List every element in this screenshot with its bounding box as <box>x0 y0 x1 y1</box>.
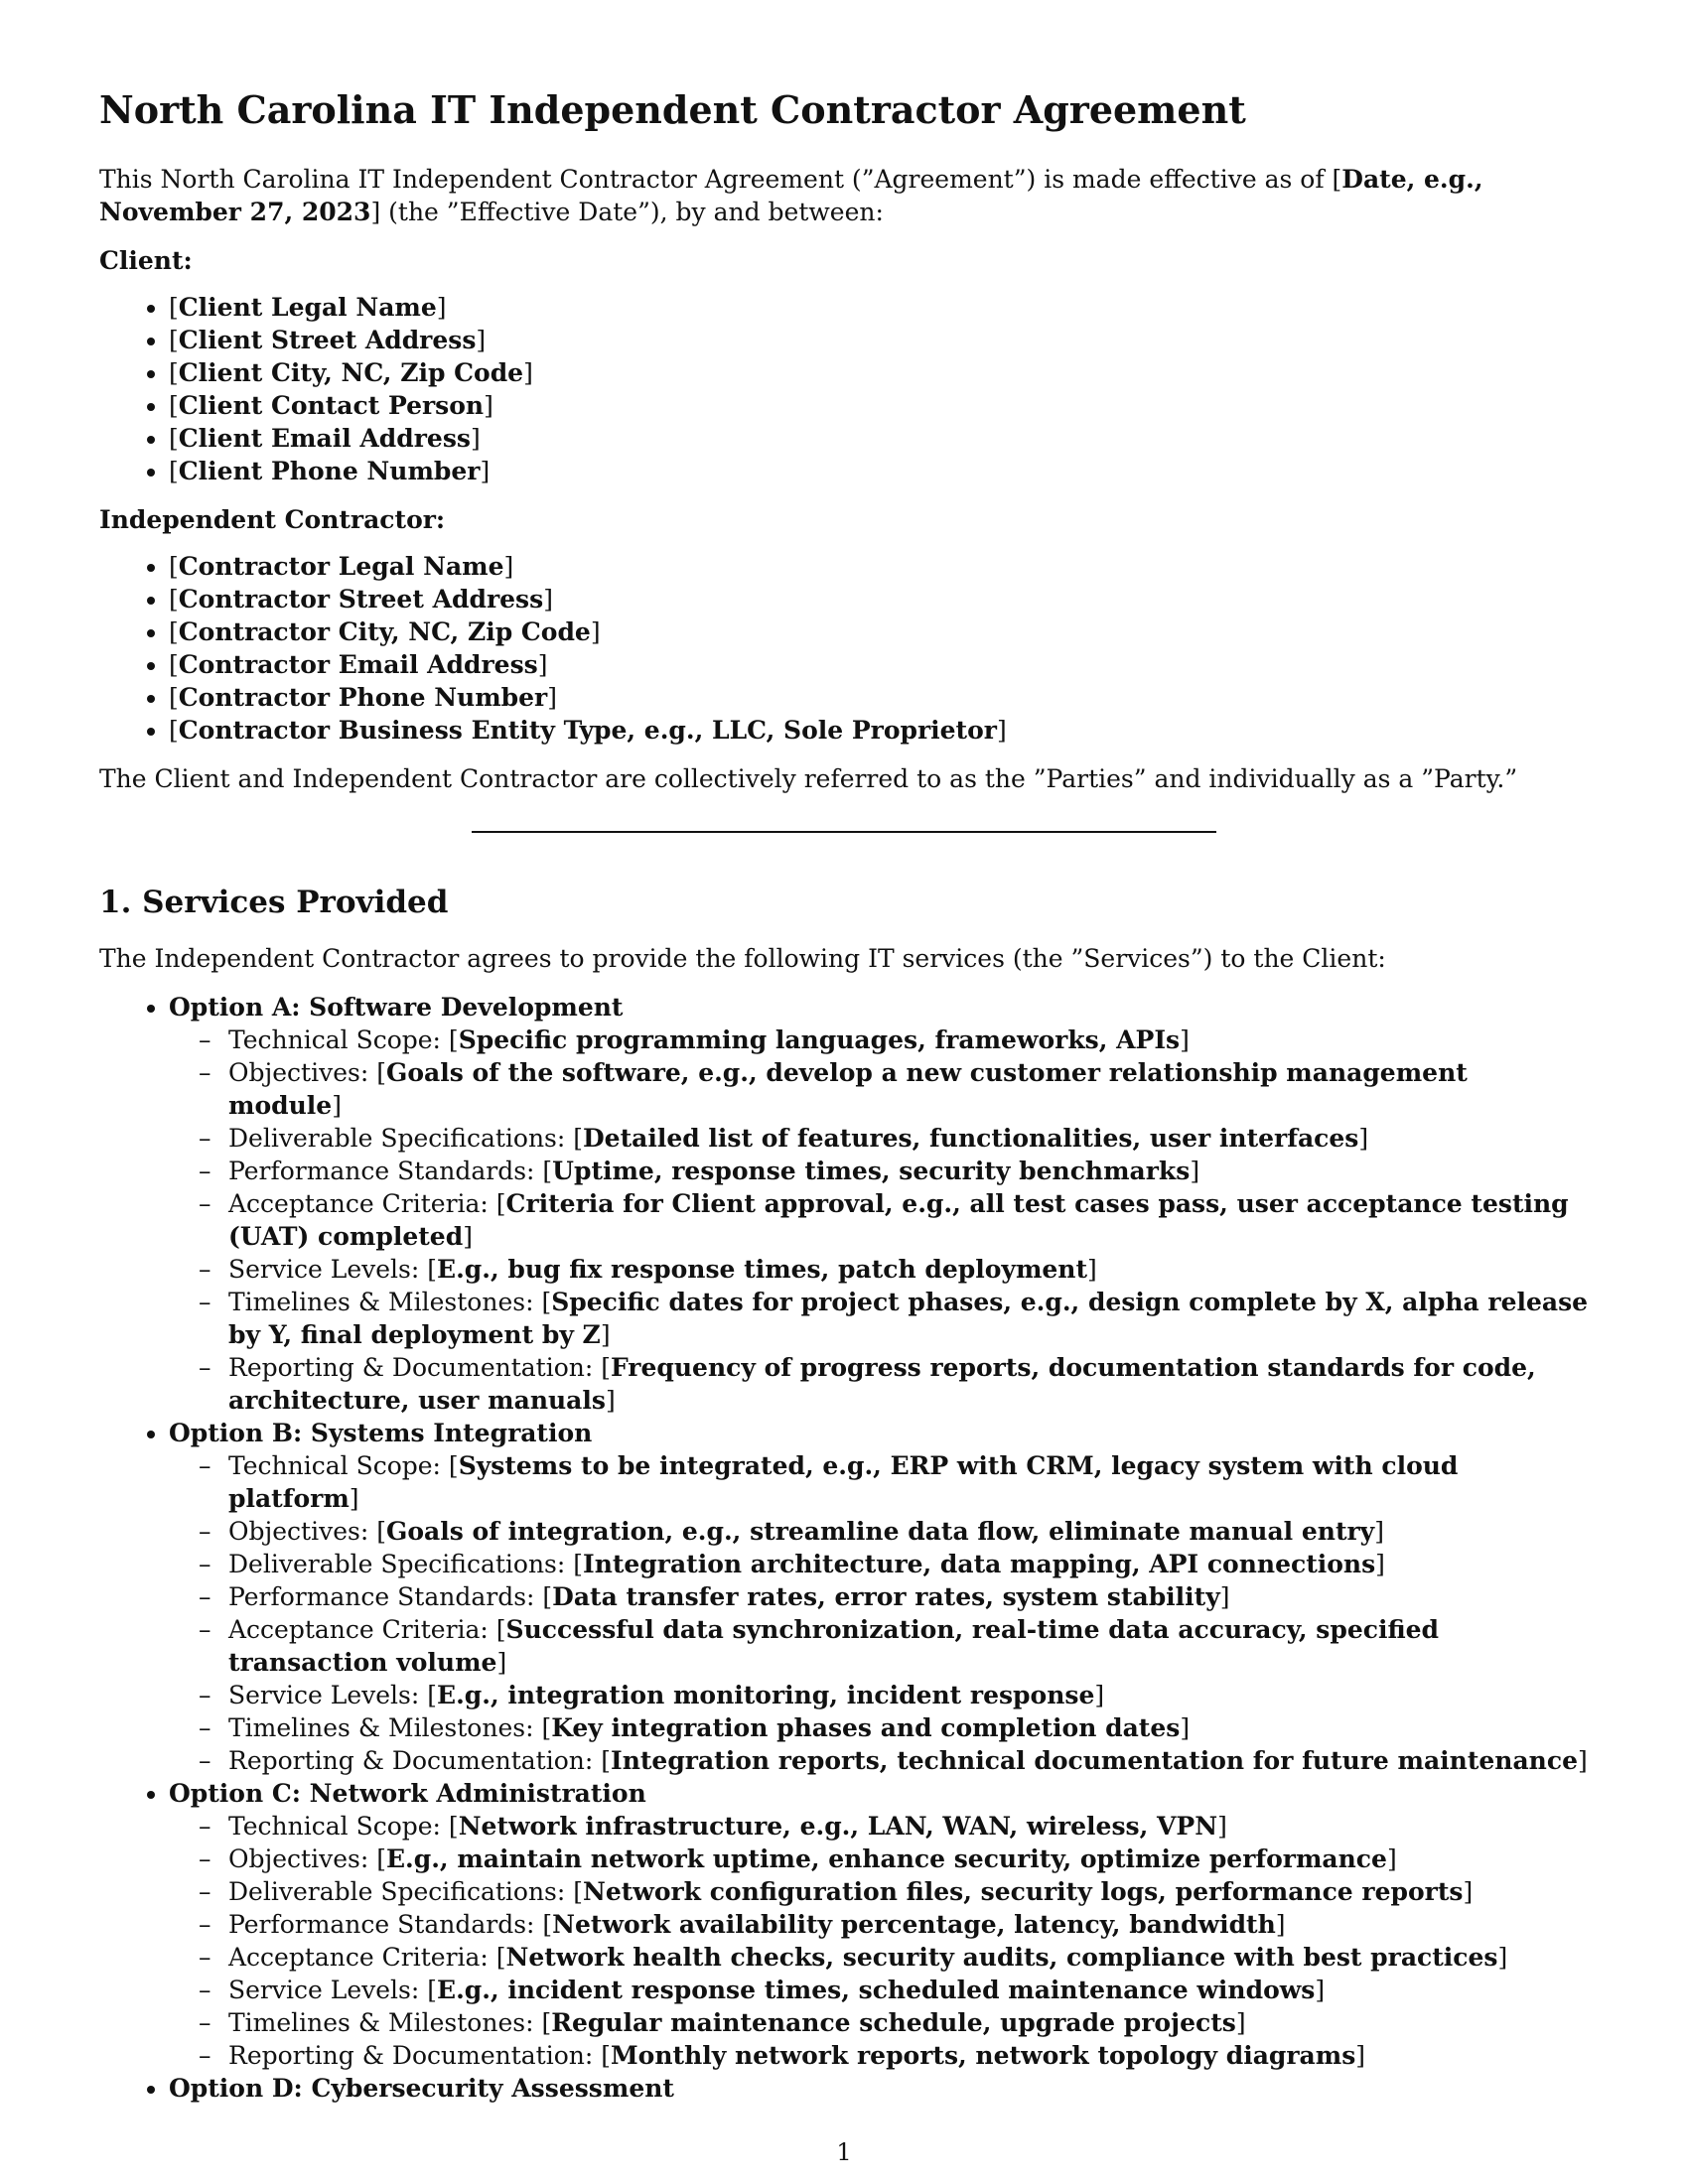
service-detail-item: – Acceptance Criteria: [Successful data synchronization, real-time data accuracy, specified transaction volume] <box>169 1613 1589 1679</box>
service-detail-value: E.g., maintain network uptime, enhance security, optimize performance <box>385 1843 1387 1873</box>
service-detail-value: Network configuration files, security logs, performance reports <box>583 1876 1464 1906</box>
service-detail-label: Timelines & Milestones: <box>228 1712 534 1742</box>
service-detail-item: – Performance Standards: [Network availability percentage, latency, bandwidth] <box>169 1908 1589 1941</box>
client-item: • [Client Legal Name] <box>169 291 1589 324</box>
service-detail-value: Key integration phases and completion dates <box>551 1712 1181 1742</box>
contractor-item-text: Contractor Business Entity Type, e.g., LLC, Sole Proprietor <box>178 715 997 745</box>
service-detail-value: Uptime, response times, security benchmarks <box>552 1156 1191 1185</box>
intro-date: Date, e.g., November 27, 2023 <box>99 164 1483 226</box>
service-detail-value: Regular maintenance schedule, upgrade projects <box>551 2007 1236 2037</box>
contractor-item-text: Contractor City, NC, Zip Code <box>178 616 591 646</box>
service-detail-label: Objectives: <box>228 1516 369 1546</box>
service-detail-label: Deliverable Specifications: <box>228 1876 566 1906</box>
service-detail-label: Timelines & Milestones: <box>228 1287 534 1316</box>
service-option <box>169 991 1589 1417</box>
client-item: • [Client Street Address] <box>169 324 1589 356</box>
service-detail-value: Network availability percentage, latency, bandwidth <box>552 1909 1276 1939</box>
client-item: • [Client Contact Person] <box>169 389 1589 422</box>
service-detail-label: Reporting & Documentation: <box>228 2040 594 2070</box>
service-detail-label: Performance Standards: <box>228 1909 535 1939</box>
service-detail-item: – Objectives: [Goals of integration, e.g., streamline data flow, eliminate manual entry] <box>169 1515 1589 1548</box>
contractor-item-text: Contractor Legal Name <box>178 551 504 581</box>
contractor-item-text: Contractor Phone Number <box>178 682 548 712</box>
service-detail-item: – Technical Scope: [Network infrastructure, e.g., LAN, WAN, wireless, VPN] <box>169 1810 1589 1843</box>
contractor-item: • [Contractor Email Address] <box>169 648 1589 681</box>
client-item: • [Client Email Address] <box>169 422 1589 455</box>
service-detail-value: Criteria for Client approval, e.g., all test cases pass, user acceptance testing (UAT) completed <box>228 1188 1569 1251</box>
contractor-item: • [Contractor Legal Name] <box>169 550 1589 583</box>
service-option <box>169 1777 1589 2072</box>
service-detail-label: Deliverable Specifications: <box>228 1123 566 1153</box>
section-divider <box>472 831 1216 833</box>
service-detail-item: – Reporting & Documentation: [Integration reports, technical documentation for future maintenance] <box>169 1744 1589 1777</box>
service-detail-value: Specific dates for project phases, e.g., design complete by X, alpha release by Y, final deployment by Z <box>228 1287 1589 1349</box>
service-option-title: Option A: Software Development <box>169 992 624 1022</box>
contractor-item-text: Contractor Email Address <box>178 649 538 679</box>
contractor-list <box>99 550 1589 747</box>
client-item-text: Client Street Address <box>178 325 477 354</box>
section-heading: 1. Services Provided <box>99 884 449 920</box>
client-item: • [Client Phone Number] <box>169 455 1589 487</box>
service-detail-label: Objectives: <box>228 1843 369 1873</box>
intro-pre: This North Carolina IT Independent Contractor Agreement (”Agreement”) is made effective as of [ <box>99 164 1342 194</box>
service-detail-value: Successful data synchronization, real-time data accuracy, specified transaction volume <box>228 1614 1440 1677</box>
service-detail-item: – Acceptance Criteria: [Criteria for Client approval, e.g., all test cases pass, user acceptance testing (UAT) completed] <box>169 1187 1589 1253</box>
section-intro: The Independent Contractor agrees to provide the following IT services (the ”Services”) to the Client: <box>99 943 1386 973</box>
service-detail-label: Service Levels: <box>228 1254 420 1284</box>
service-detail-value: Systems to be integrated, e.g., ERP with CRM, legacy system with cloud platform <box>228 1450 1459 1513</box>
service-detail-item: – Service Levels: [E.g., bug fix response times, patch deployment] <box>169 1253 1589 1286</box>
service-detail-label: Performance Standards: <box>228 1156 535 1185</box>
client-item: • [Client City, NC, Zip Code] <box>169 356 1589 389</box>
service-detail-value: E.g., integration monitoring, incident response <box>437 1680 1095 1709</box>
service-detail-item: – Service Levels: [E.g., incident response times, scheduled maintenance windows] <box>169 1974 1589 2006</box>
service-detail-value: Specific programming languages, frameworks, APIs <box>458 1024 1181 1054</box>
service-detail-label: Service Levels: <box>228 1680 420 1709</box>
document-title: North Carolina IT Independent Contractor Agreement <box>99 87 1246 132</box>
client-label: Client: <box>99 245 193 275</box>
service-detail-label: Timelines & Milestones: <box>228 2007 534 2037</box>
service-detail-item: – Reporting & Documentation: [Monthly network reports, network topology diagrams] <box>169 2039 1589 2072</box>
document-page <box>99 87 1589 2120</box>
service-detail-item: – Technical Scope: [Specific programming languages, frameworks, APIs] <box>169 1024 1589 1056</box>
service-option <box>169 1417 1589 1777</box>
service-detail-label: Acceptance Criteria: <box>228 1614 489 1644</box>
contractor-item: • [Contractor Business Entity Type, e.g., LLC, Sole Proprietor] <box>169 714 1589 747</box>
client-item-text: Client Legal Name <box>178 292 437 322</box>
service-detail-item: – Reporting & Documentation: [Frequency of progress reports, documentation standards for code, architecture, user manuals] <box>169 1351 1589 1417</box>
intro-post: ] (the ”Effective Date”), by and between: <box>370 197 884 226</box>
intro-paragraph <box>99 163 1589 228</box>
contractor-item: • [Contractor City, NC, Zip Code] <box>169 615 1589 648</box>
service-option-details <box>169 1024 1589 1417</box>
contractor-label: Independent Contractor: <box>99 504 446 534</box>
client-list <box>99 291 1589 487</box>
page-number: 1 <box>836 2138 852 2166</box>
contractor-item-text: Contractor Street Address <box>178 584 544 614</box>
client-item-text: Client Phone Number <box>178 456 481 485</box>
service-option-title: Option D: Cybersecurity Assessment <box>169 2073 674 2103</box>
service-detail-item: – Deliverable Specifications: [Network configuration files, security logs, performance reports] <box>169 1875 1589 1908</box>
service-detail-label: Performance Standards: <box>228 1581 535 1611</box>
service-detail-item: – Timelines & Milestones: [Key integration phases and completion dates] <box>169 1711 1589 1744</box>
service-detail-label: Deliverable Specifications: <box>228 1549 566 1578</box>
service-option-title: Option B: Systems Integration <box>169 1418 593 1447</box>
service-detail-item: – Performance Standards: [Uptime, response times, security benchmarks] <box>169 1155 1589 1187</box>
service-detail-value: Goals of the software, e.g., develop a new customer relationship management module <box>228 1057 1468 1120</box>
service-detail-value: Monthly network reports, network topology diagrams <box>611 2040 1356 2070</box>
options-list <box>99 991 1589 2105</box>
service-detail-item: – Timelines & Milestones: [Specific dates for project phases, e.g., design complete by X, alpha release by Y, final deployment by Z] <box>169 1286 1589 1351</box>
service-detail-label: Acceptance Criteria: <box>228 1188 489 1218</box>
service-option <box>169 2072 1589 2105</box>
service-detail-item: – Service Levels: [E.g., integration monitoring, incident response] <box>169 1679 1589 1711</box>
service-detail-item: – Deliverable Specifications: [Integration architecture, data mapping, API connections] <box>169 1548 1589 1580</box>
contractor-item: • [Contractor Street Address] <box>169 583 1589 615</box>
service-detail-item: – Technical Scope: [Systems to be integrated, e.g., ERP with CRM, legacy system with cloud platform] <box>169 1449 1589 1515</box>
service-detail-item: – Objectives: [E.g., maintain network uptime, enhance security, optimize performance] <box>169 1843 1589 1875</box>
service-detail-item: – Acceptance Criteria: [Network health checks, security audits, compliance with best practices] <box>169 1941 1589 1974</box>
service-detail-label: Technical Scope: <box>228 1024 441 1054</box>
service-detail-value: Network infrastructure, e.g., LAN, WAN, wireless, VPN <box>458 1811 1218 1841</box>
service-detail-value: Goals of integration, e.g., streamline data flow, eliminate manual entry <box>385 1516 1375 1546</box>
service-detail-label: Acceptance Criteria: <box>228 1942 489 1972</box>
service-detail-label: Reporting & Documentation: <box>228 1352 594 1382</box>
service-option-details <box>169 1449 1589 1777</box>
parties-paragraph: The Client and Independent Contractor are collectively referred to as the ”Parties” and individually as a ”Party.” <box>99 763 1518 793</box>
service-detail-label: Technical Scope: <box>228 1450 441 1480</box>
service-detail-label: Technical Scope: <box>228 1811 441 1841</box>
service-detail-item: – Performance Standards: [Data transfer rates, error rates, system stability] <box>169 1580 1589 1613</box>
service-detail-label: Reporting & Documentation: <box>228 1745 594 1775</box>
service-detail-value: Data transfer rates, error rates, system stability <box>552 1581 1220 1611</box>
client-item-text: Client Email Address <box>178 423 471 453</box>
service-option-title: Option C: Network Administration <box>169 1778 646 1808</box>
service-detail-value: E.g., incident response times, scheduled maintenance windows <box>437 1975 1316 2004</box>
service-detail-item: – Objectives: [Goals of the software, e.g., develop a new customer relationship management module] <box>169 1056 1589 1122</box>
service-detail-value: E.g., bug fix response times, patch deployment <box>437 1254 1088 1284</box>
service-detail-value: Frequency of progress reports, documentation standards for code, architecture, user manuals <box>228 1352 1536 1415</box>
service-detail-label: Service Levels: <box>228 1975 420 2004</box>
contractor-item: • [Contractor Phone Number] <box>169 681 1589 714</box>
client-item-text: Client Contact Person <box>178 390 485 420</box>
service-detail-label: Objectives: <box>228 1057 369 1087</box>
service-detail-value: Detailed list of features, functionalities, user interfaces <box>583 1123 1359 1153</box>
service-option-details <box>169 1810 1589 2072</box>
service-detail-item: – Timelines & Milestones: [Regular maintenance schedule, upgrade projects] <box>169 2006 1589 2039</box>
service-detail-value: Integration reports, technical documentation for future maintenance <box>611 1745 1578 1775</box>
service-detail-item: – Deliverable Specifications: [Detailed list of features, functionalities, user interfaces] <box>169 1122 1589 1155</box>
service-detail-value: Integration architecture, data mapping, API connections <box>583 1549 1376 1578</box>
client-item-text: Client City, NC, Zip Code <box>178 357 524 387</box>
service-detail-value: Network health checks, security audits, compliance with best practices <box>505 1942 1498 1972</box>
